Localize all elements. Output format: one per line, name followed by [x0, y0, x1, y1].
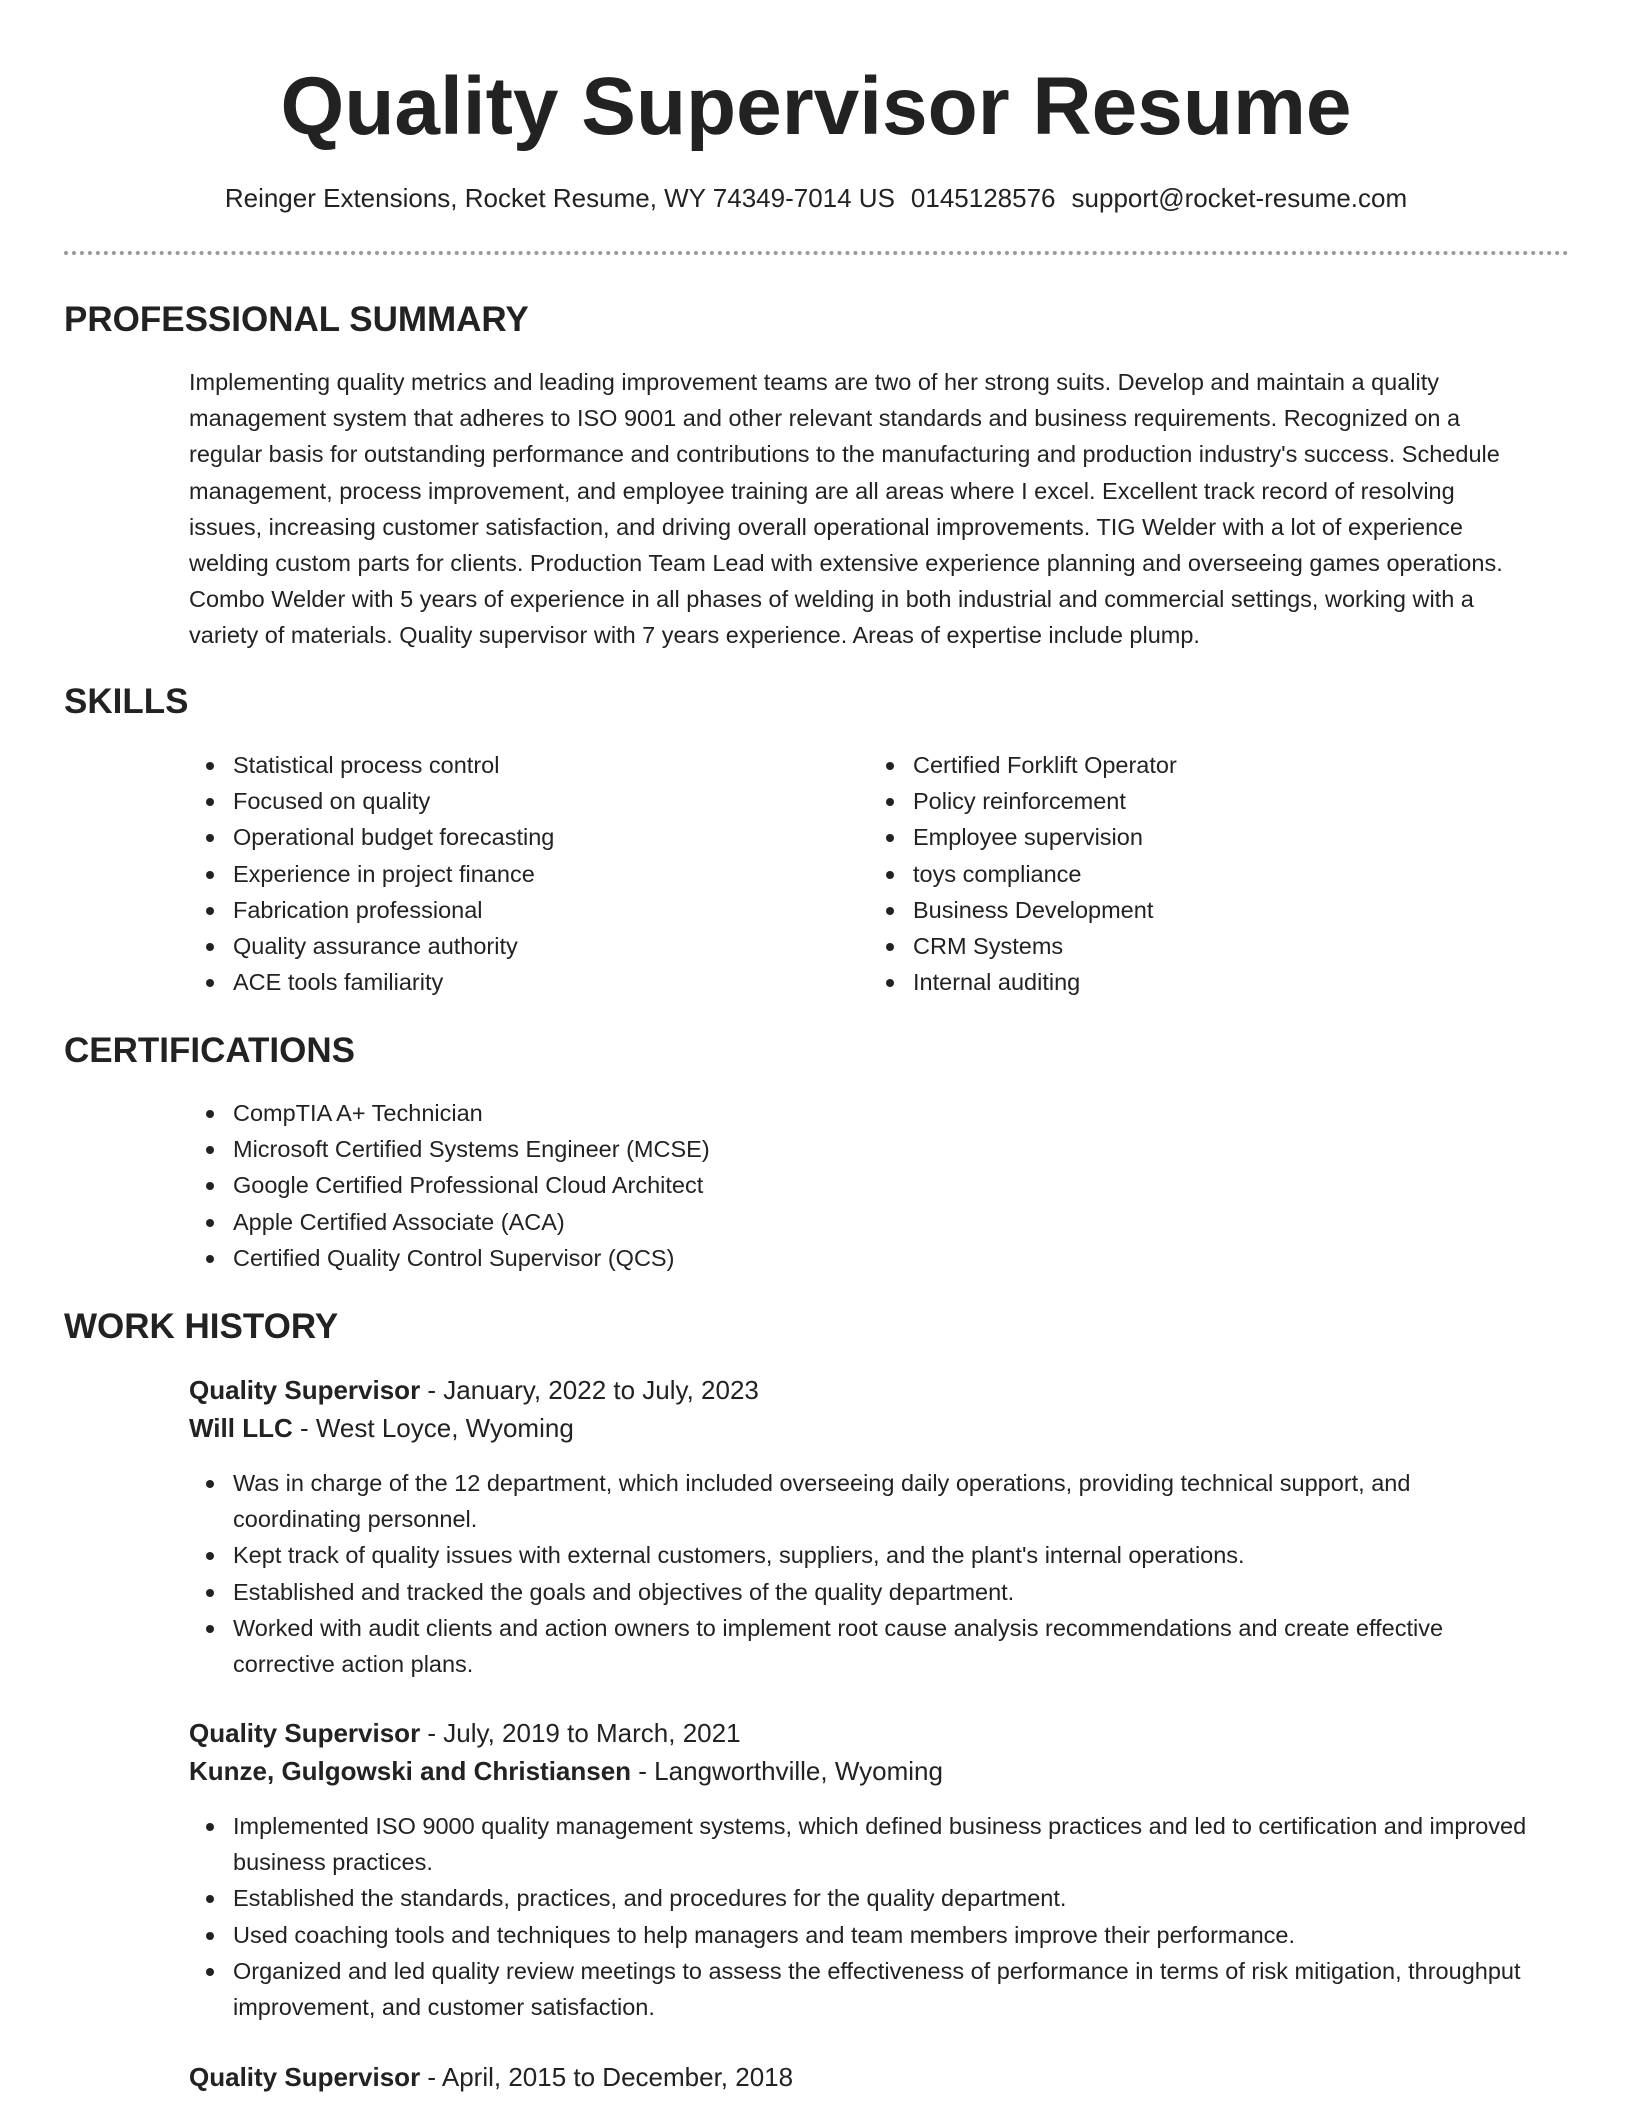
job-company: Will LLC	[189, 1413, 293, 1443]
certification-item: Apple Certified Associate (ACA)	[189, 1204, 1534, 1240]
header-divider	[64, 251, 1569, 255]
skill-item: Focused on quality	[189, 783, 809, 819]
skill-item: ACE tools familiarity	[189, 964, 809, 1000]
job-duty: Was in charge of the 12 department, which included overseeing daily operations, providing technical support, and coordinating personnel.	[189, 1465, 1534, 1537]
job-duty: Implemented ISO 9000 quality management systems, which defined business practices and led to certification and improved business practices.	[189, 1808, 1534, 1880]
job-duty: Established and tracked the goals and objectives of the quality department.	[189, 1574, 1534, 1610]
job-company-line	[189, 1409, 574, 1447]
job-duty: Organized and led quality review meetings to assess the effectiveness of performance in terms of risk mitigation, throughput improvement, and customer satisfaction.	[189, 1953, 1534, 2025]
skill-item: CRM Systems	[869, 928, 1489, 964]
skill-item: Internal auditing	[869, 964, 1489, 1000]
skill-item: Statistical process control	[189, 747, 809, 783]
job-location: - Langworthville, Wyoming	[631, 1756, 943, 1786]
skill-item: Certified Forklift Operator	[869, 747, 1489, 783]
certification-item: Certified Quality Control Supervisor (QCS)	[189, 1240, 1534, 1276]
contact-phone: 0145128576	[910, 183, 1056, 213]
certification-item: Microsoft Certified Systems Engineer (MCSE)	[189, 1131, 1534, 1167]
certifications-heading: CERTIFICATIONS	[64, 1031, 356, 1070]
resume-title: Quality Supervisor Resume	[280, 61, 1352, 152]
certification-item: Google Certified Professional Cloud Architect	[189, 1167, 1534, 1203]
skills-list-left	[189, 747, 809, 1000]
job-title-line	[189, 2058, 793, 2096]
work-history-heading: WORK HISTORY	[64, 1307, 339, 1346]
job-duty: Established the standards, practices, and procedures for the quality department.	[189, 1880, 1534, 1916]
certification-item: CompTIA A+ Technician	[189, 1095, 1534, 1131]
skill-item: Employee supervision	[869, 819, 1489, 855]
skill-item: Policy reinforcement	[869, 783, 1489, 819]
job-duty: Used coaching tools and techniques to help managers and team members improve their performance.	[189, 1917, 1534, 1953]
skills-heading: SKILLS	[64, 682, 189, 721]
skill-item: toys compliance	[869, 856, 1489, 892]
summary-text: Implementing quality metrics and leading improvement teams are two of her strong suits. Develop and maintain a quality management system that adheres to ISO 9001 and other relevant standards and business requirements. Recognized on a regular basis for outstanding performance and contributions to the manufacturing and production industry's success. Schedule management, process improvement, and employee training are all areas where I excel. Excellent track record of resolving issues, increasing customer satisfaction, and driving overall operational improvements. TIG Welder with a lot of experience welding custom parts for clients. Production Team Lead with extensive experience planning and overseeing games operations. Combo Welder with 5 years of experience in all phases of welding in both industrial and commercial settings, working with a variety of materials. Quality supervisor with 7 years experience. Areas of expertise include plump.	[189, 369, 1503, 649]
skill-item: Fabrication professional	[189, 892, 809, 928]
job-company-line	[189, 1752, 943, 1790]
job-title: Quality Supervisor	[189, 1718, 421, 1748]
skill-item: Experience in project finance	[189, 856, 809, 892]
summary-heading: PROFESSIONAL SUMMARY	[64, 300, 529, 339]
job-dates: - January, 2022 to July, 2023	[420, 1375, 759, 1405]
contact-email: support@rocket-resume.com	[1071, 183, 1408, 213]
certifications-list	[189, 1095, 1534, 1276]
skill-item: Quality assurance authority	[189, 928, 809, 964]
job-title: Quality Supervisor	[189, 2062, 421, 2092]
job-duties-list	[189, 1808, 1534, 2025]
job-title-line	[189, 1714, 741, 1752]
job-dates: - April, 2015 to December, 2018	[420, 2062, 794, 2092]
job-duty: Worked with audit clients and action owners to implement root cause analysis recommendations and create effective corrective action plans.	[189, 1610, 1534, 1682]
contact-address: Reinger Extensions, Rocket Resume, WY 74349-7014 US	[224, 183, 895, 213]
job-company: Kunze, Gulgowski and Christiansen	[189, 1756, 632, 1786]
job-title-line	[189, 1371, 759, 1409]
job-title: Quality Supervisor	[189, 1375, 421, 1405]
job-duty: Kept track of quality issues with external customers, suppliers, and the plant's internal operations.	[189, 1537, 1534, 1573]
contact-line	[0, 176, 1632, 220]
skills-list-right	[869, 747, 1489, 1000]
job-location: - West Loyce, Wyoming	[292, 1413, 574, 1443]
job-dates: - July, 2019 to March, 2021	[420, 1718, 741, 1748]
skill-item: Operational budget forecasting	[189, 819, 809, 855]
job-duties-list	[189, 1465, 1534, 1682]
skill-item: Business Development	[869, 892, 1489, 928]
